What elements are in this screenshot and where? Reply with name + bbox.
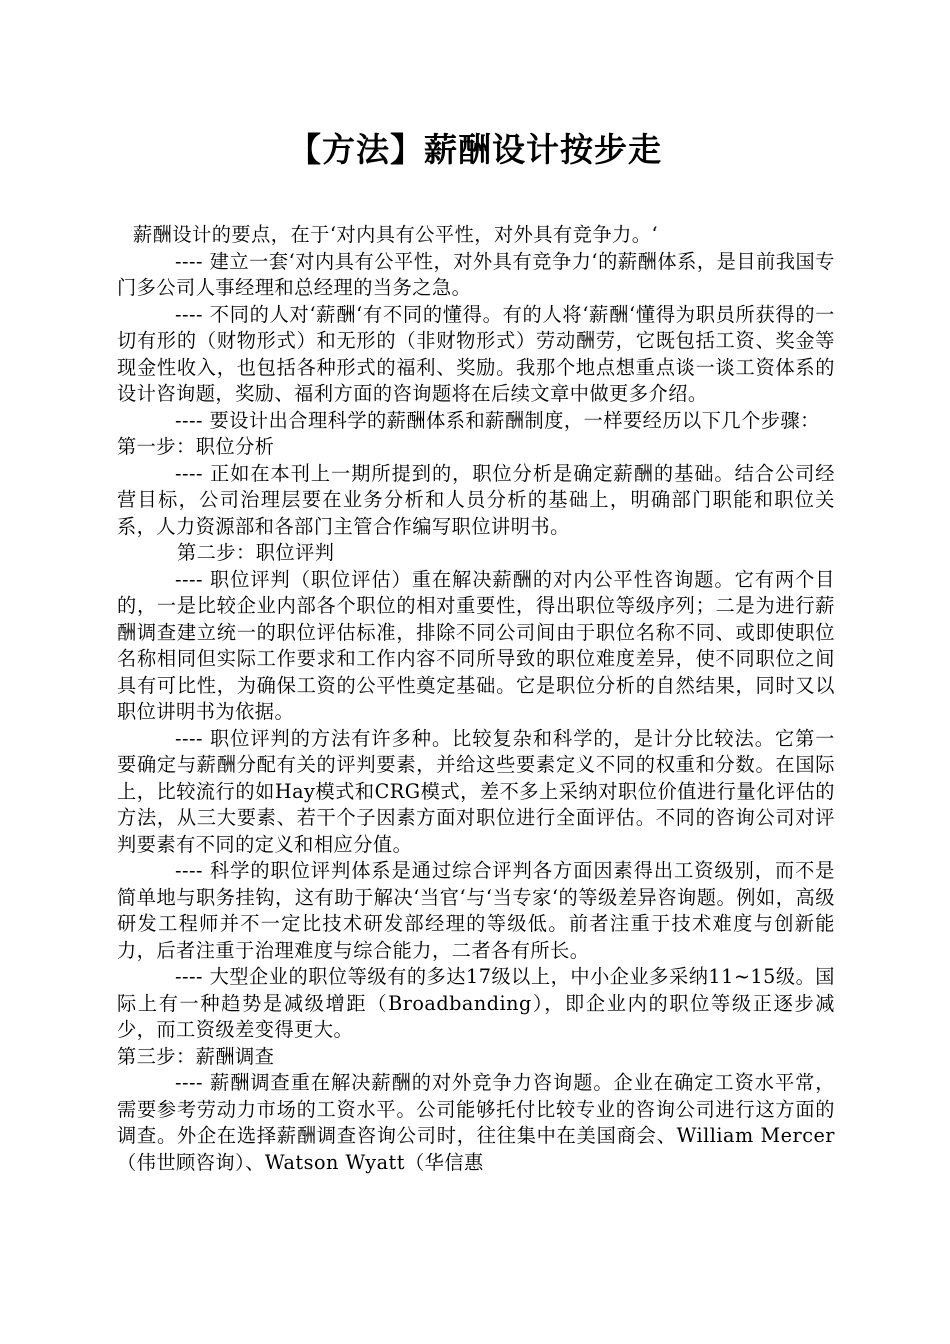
body-paragraph: ---- 要设计出合理科学的薪酬体系和薪酬制度，一样要经历以下几个步骤：: [175, 408, 820, 432]
step-heading: 第二步：职位评判: [177, 541, 335, 564]
body-paragraph: ---- 职位评判（职位评估）重在解决薪酬的对内公平性咨询题。它有两个目的，一是比较企业内部各个职位的相对重要性，得出职位等级序列；二是为进行薪酬调查建立统一的职位评估标准，排除不同公司间由于职位名称不同、或即使职位名称相同但实际工作要求和工作内容不同所导致的职位难度差异，使不同职位之间具有可比性，为确保工资的公平性奠定基础。它是职位分析的自然结果，同时又以职位讲明书为依据。: [117, 567, 835, 723]
step-heading: 第一步：职位分析: [117, 435, 275, 458]
document-title: 【方法】薪酬设计按步走: [288, 130, 662, 169]
body-paragraph: ---- 薪酬调查重在解决薪酬的对外竞争力咨询题。企业在确定工资水平常，需要参考劳动力市场的工资水平。公司能够托付比较专业的咨询公司进行这方面的调查。外企在选择薪酬调查咨询公司时，往往集中在美国商会、William Mercer（伟世顾咨询）、Watson Wyatt（华信惠: [117, 1071, 835, 1174]
document-body: [117, 222, 835, 1176]
body-paragraph: ---- 建立一套‘对内具有公平性，对外具有竞争力‘的薪酬体系，是目前我国专门多公司人事经理和总经理的当务之急。: [117, 249, 835, 299]
body-paragraph: ---- 大型企业的职位等级有的多达17级以上，中小企业多采纳11~15级。国际上有一种趋势是减级增距（Broadbanding），即企业内的职位等级正逐步减少，而工资级差变得更大。: [117, 965, 835, 1041]
body-paragraph: ---- 科学的职位评判体系是通过综合评判各方面因素得出工资级别，而不是简单地与职务挂钩，这有助于解决‘当官‘与‘当专家‘的等级差异咨询题。例如，高级研发工程师并不一定比技术研发部经理的等级低。前者注重于技术难度与创新能力，后者注重于治理难度与综合能力，二者各有所长。: [117, 859, 835, 962]
body-paragraph: ---- 不同的人对‘薪酬‘有不同的懂得。有的人将‘薪酬‘懂得为职员所获得的一切有形的（财物形式）和无形的（非财物形式）劳动酬劳，它既包括工资、奖金等现金性收入，也包括各种形式的福利、奖励。我那个地点想重点谈一谈工资体系的设计咨询题，奖励、福利方面的咨询题将在后续文章中做更多介绍。: [117, 302, 835, 405]
step-heading: 第三步：薪酬调查: [117, 1044, 275, 1068]
body-paragraph: ---- 正如在本刊上一期所提到的，职位分析是确定薪酬的基础。结合公司经营目标，公司治理层要在业务分析和人员分析的基础上，明确部门职能和职位关系，人力资源部和各部门主管合作编写职位讲明书。: [117, 461, 835, 538]
body-paragraph: ---- 职位评判的方法有许多种。比较复杂和科学的，是计分比较法。它第一要确定与薪酬分配有关的评判要素，并给这些要素定义不同的权重和分数。在国际上，比较流行的如Hay模式和CRG模式，差不多上采纳对职位价值进行量化评估的方法，从三大要素、若干个子因素方面对职位进行全面评估。不同的咨询公司对评判要素有不同的定义和相应分值。: [117, 726, 835, 856]
intro-paragraph: 薪酬设计的要点，在于‘对内具有公平性，对外具有竞争力。‘: [133, 223, 659, 246]
